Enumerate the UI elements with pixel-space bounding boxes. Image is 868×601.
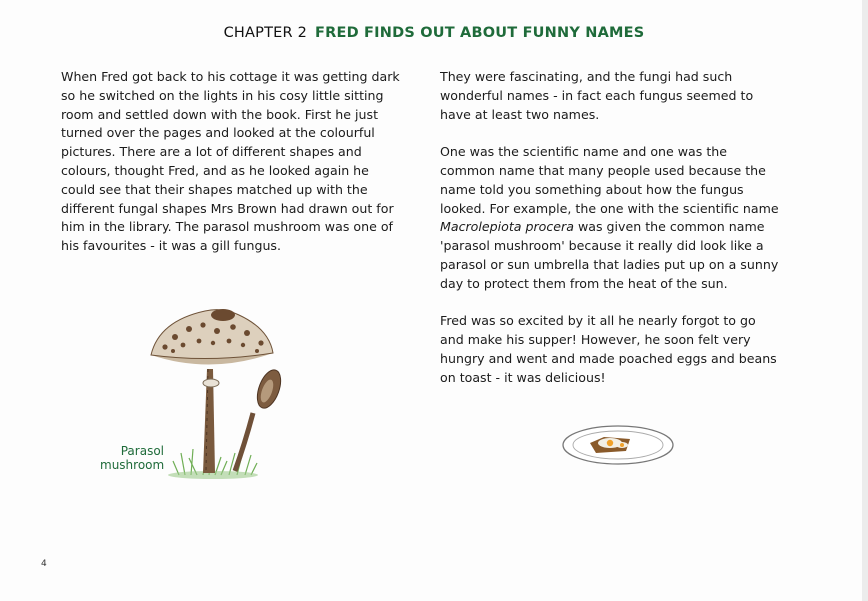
left-column	[61, 68, 406, 275]
illustration-caption	[100, 444, 164, 472]
right-paragraph-2	[440, 143, 780, 293]
page-number: 4	[41, 559, 47, 569]
right-column	[440, 68, 780, 406]
chapter-number: CHAPTER 2	[223, 25, 307, 41]
caption-line-1: Parasol	[120, 444, 164, 458]
paragraph-2-text-a: One was the scientific name and one was the common name that many people used because the name told you something about how the fungus looked. For example, the one with the scientific name	[440, 144, 779, 216]
right-paragraph-1: They were fascinating, and the fungi had such wonderful names - in fact each fungus seemed to have at least two names.	[440, 69, 754, 122]
chapter-heading	[0, 25, 868, 41]
caption-line-2: mushroom	[100, 458, 165, 472]
plate-of-eggs-on-toast-illustration	[560, 423, 676, 467]
paragraph-2-text-b: was given the common name 'parasol mushroom' because it really did look like a parasol or sun umbrella that ladies put up on a sunny day to protect them from the heat of the sun.	[440, 219, 779, 291]
left-paragraph-1: When Fred got back to his cottage it was getting dark so he switched on the lights in his cosy little sitting room and settled down with the book. First he just turned over the pages and looked at the colourful pictures. There are a lot of different shapes and colours, thought Fred, and as he looked again he could see that their shapes matched up with the different fungal shapes Mrs Brown had drawn out for him in the library. The parasol mushroom was one of his favourites - it was a gill fungus.	[61, 69, 400, 254]
page-edge	[862, 0, 868, 601]
chapter-title: FRED FINDS OUT ABOUT FUNNY NAMES	[315, 25, 645, 41]
scientific-name: Macrolepiota procera	[440, 219, 574, 235]
parasol-mushroom-illustration	[145, 303, 295, 481]
right-paragraph-3: Fred was so excited by it all he nearly forgot to go and make his supper! However, he soon felt very hungry and went and made poached eggs and beans on toast - it was delicious!	[440, 313, 777, 385]
